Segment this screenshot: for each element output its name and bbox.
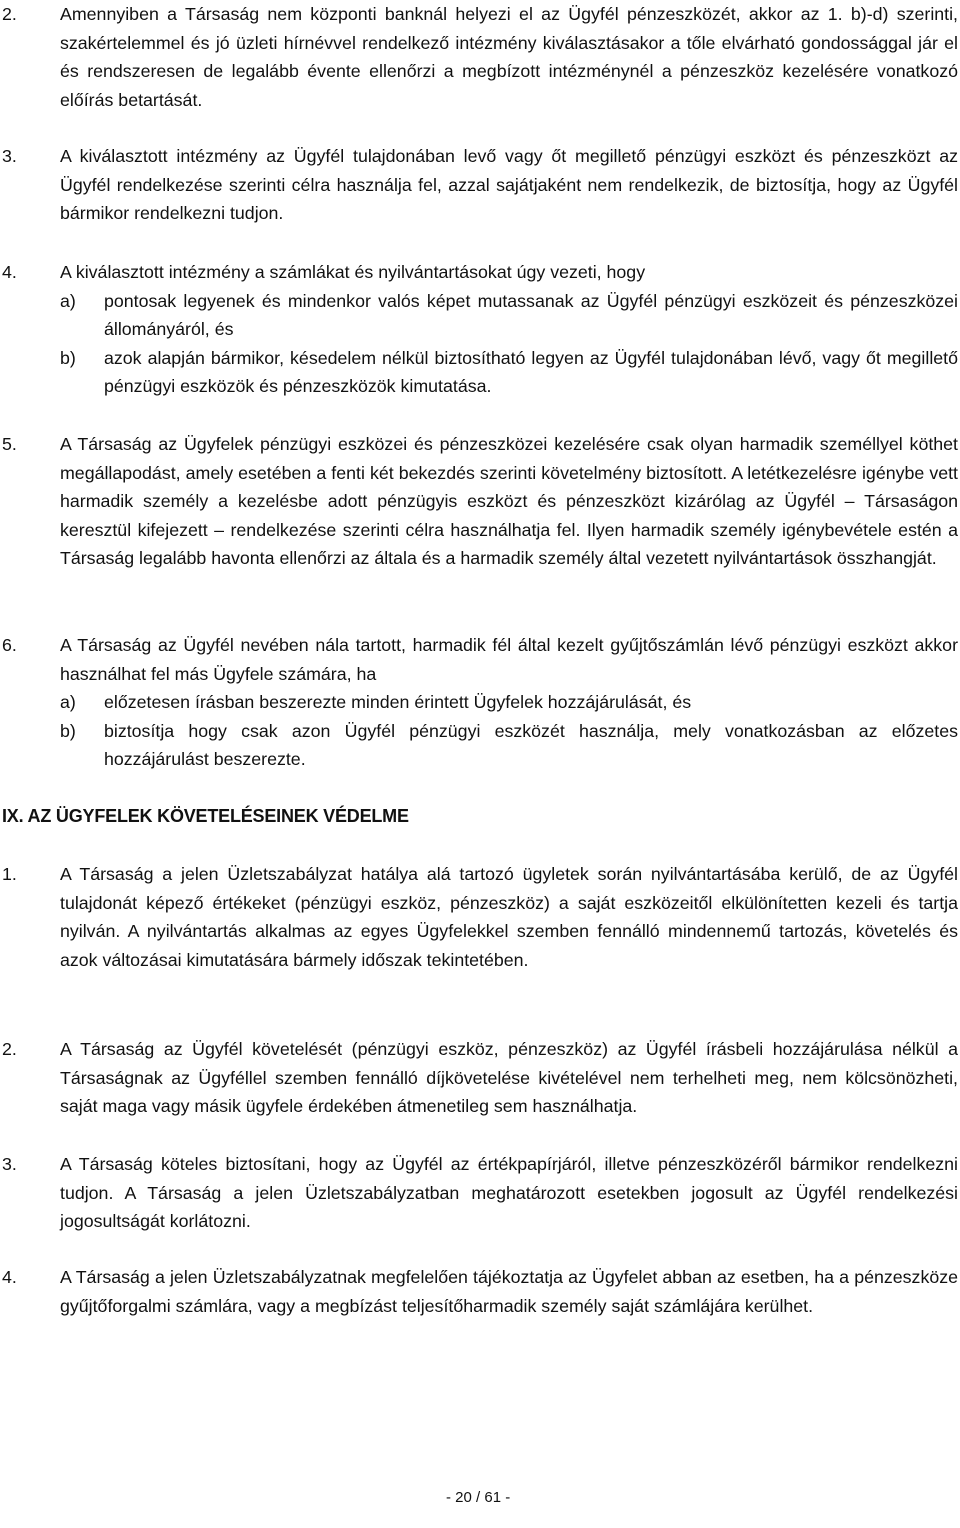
paragraph-2 bbox=[0, 0, 960, 114]
paragraph-number: 2. bbox=[2, 1039, 17, 1059]
section-heading: IX. AZ ÜGYFELEK KÖVETELÉSEINEK VÉDELME bbox=[2, 806, 409, 826]
list-item bbox=[60, 344, 958, 401]
paragraph-text: A Társaság a jelen Üzletszabályzatnak megfelelően tájékoztatja az Ügyfelet abban az esetben, ha a pénzeszköze gyűjtőforgalmi számlára, vagy a megbízást teljesítőharmadik személy saját számlájára kerülhet. bbox=[60, 1267, 958, 1316]
section-paragraph-4 bbox=[0, 1263, 960, 1320]
paragraph-text: A Társaság a jelen Üzletszabályzat hatálya alá tartozó ügyletek során nyilvántartásába kerülő, de az Ügyfél tulajdonát képező értékeket (pénzügyi eszköz, pénzeszköz) a saját eszközeitől elkülönítetten kezeli és tartja nyilván. A nyilvántartás alkalmas az egyes Ügyfelekkel szemben fennálló mindennemű tartozás, követelés és azok változásai kimutatására bármely időszak tekintetében. bbox=[60, 864, 958, 970]
paragraph-text: Amennyiben a Társaság nem központi banknál helyezi el az Ügyfél pénzeszközét, akkor az 1. b)-d) szerinti, szakértelemmel és jó üzleti hírnévvel rendelkező intézmény kiválasztásakor a tőle elvárható gondossággal jár el és rendszeresen de legalább évente ellenőrzi a megbízott intézménynél a pénzeszköz kezelésére vonatkozó előírás betartását. bbox=[60, 4, 958, 110]
section-paragraph-2 bbox=[0, 1035, 960, 1121]
section-paragraph-1 bbox=[0, 860, 960, 974]
list-item-text: előzetesen írásban beszerezte minden érintett Ügyfelek hozzájárulását, és bbox=[104, 692, 692, 713]
list-item-text: pontosak legyenek és mindenkor valós képet mutassanak az Ügyfél pénzügyi eszközeit és pénzeszközei állományáról, és bbox=[104, 290, 958, 340]
list-item-label: a) bbox=[60, 290, 76, 311]
section-paragraph-3 bbox=[0, 1150, 960, 1236]
list-item-text: azok alapján bármikor, késedelem nélkül biztosítható legyen az Ügyfél tulajdonában lévő, vagy őt megillető pénzügyi eszközök és pénzeszközök kimutatása. bbox=[104, 347, 958, 397]
list-item bbox=[60, 287, 958, 344]
paragraph-text: A kiválasztott intézmény a számlákat és nyilvántartásokat úgy vezeti, hogy bbox=[60, 262, 646, 282]
list-item-label: b) bbox=[60, 347, 76, 368]
paragraph-number: 6. bbox=[2, 635, 17, 655]
list-item-label: a) bbox=[60, 692, 76, 713]
page-number: - 20 / 61 - bbox=[446, 1489, 511, 1506]
list-item-label: b) bbox=[60, 720, 76, 741]
paragraph-number: 5. bbox=[2, 434, 17, 454]
paragraph-text: A Társaság az Ügyfél követelését (pénzügyi eszköz, pénzeszköz) az Ügyfél írásbeli hozzájárulása nélkül a Társaságnak az Ügyféllel szemben fennálló díjkövetelése kivételével nem terhelheti meg, nem kölcsönözheti, saját maga vagy másik ügyfele érdekében átmenetileg sem használhatja. bbox=[60, 1039, 958, 1117]
paragraph-text: A Társaság az Ügyfél nevében nála tartott, harmadik fél által kezelt gyűjtőszámlán lévő pénzügyi eszközt akkor használhat fel más Ügyfele számára, ha bbox=[60, 635, 958, 684]
paragraph-number: 3. bbox=[2, 146, 17, 166]
list-item bbox=[60, 717, 958, 774]
paragraph-number: 3. bbox=[2, 1154, 17, 1174]
paragraph-number: 1. bbox=[2, 864, 17, 884]
paragraph-text: A Társaság köteles biztosítani, hogy az Ügyfél az értékpapírjáról, illetve pénzeszközéről bármikor rendelkezni tudjon. A Társaság a jelen Üzletszabályzatban meghatározott esetekben jogosult az Ügyfél rendelkezési jogosultságát korlátozni. bbox=[60, 1154, 958, 1232]
paragraph-text: A kiválasztott intézmény az Ügyfél tulajdonában levő vagy őt megillető pénzügyi eszközt és pénzeszközt az Ügyfél rendelkezése szerinti célra használja fel, azzal sajátjaként nem rendelkezik, de biztosítja, hogy az Ügyfél bármikor rendelkezni tudjon. bbox=[60, 146, 958, 224]
paragraph-number: 2. bbox=[2, 4, 17, 24]
paragraph-text: A Társaság az Ügyfelek pénzügyi eszközei és pénzeszközei kezelésére csak olyan harmadik személlyel köthet megállapodást, amely esetében a fenti két bekezdés szerinti követelmény biztosított. A letétkezelésre igénybe vett harmadik személy a kezelésbe adott pénzügyis eszközt és pénzeszközt kizárólag az Ügyfél – Társaságon keresztül kifejezett – rendelkezése szerinti célra használhatja fel. Ilyen harmadik személy igénybevétele estén a Társaság legalább havonta ellenőrzi az általa és a harmadik személy által vezetett nyilvántartások összhangját. bbox=[60, 434, 958, 569]
paragraph-5 bbox=[0, 430, 960, 573]
paragraph-6 bbox=[0, 631, 960, 774]
paragraph-number: 4. bbox=[2, 1267, 17, 1287]
paragraph-3 bbox=[0, 142, 960, 228]
list-item-text: biztosítja hogy csak azon Ügyfél pénzügyi eszközét használja, mely vonatkozásban az előzetes hozzájárulást beszerezte. bbox=[104, 720, 958, 770]
paragraph-4 bbox=[0, 258, 960, 401]
paragraph-number: 4. bbox=[2, 262, 17, 282]
list-item bbox=[60, 688, 958, 717]
